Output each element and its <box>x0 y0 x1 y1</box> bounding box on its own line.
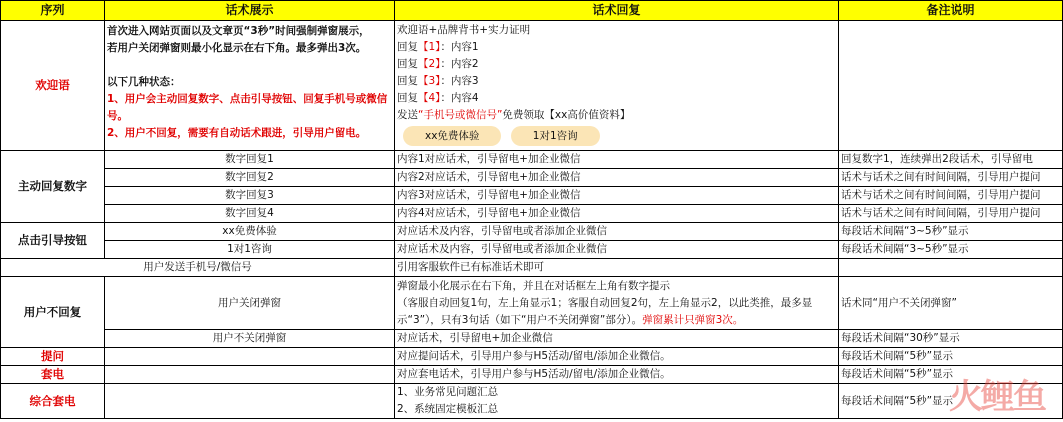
welcome-reply <box>395 21 839 151</box>
number-reply: 内容2对应话术，引导留电+加企业微信 <box>395 169 839 187</box>
number-row-2 <box>1 169 1063 187</box>
open-note: 每段话术间隔“30秒”显示 <box>839 330 1063 348</box>
open-reply: 对应话术，引导留电+加企业微信 <box>395 330 839 348</box>
number-show: 数字回复4 <box>105 205 395 223</box>
number-show: 数字回复3 <box>105 187 395 205</box>
number-reply: 内容1对应话术，引导留电+加企业微信 <box>395 151 839 169</box>
tao-reply: 对应套电话术，引导用户参与H5活动/留电/添加企业微信。 <box>395 366 839 384</box>
ask-note: 每段话术间隔“5秒”显示 <box>839 348 1063 366</box>
states-title: 以下几种状态： <box>107 76 181 88</box>
number-note: 话术与话术之间有时间间隔，引导用户提问 <box>839 205 1063 223</box>
free-trial-button[interactable]: xx免费体验 <box>403 126 501 146</box>
ask-reply: 对应提问话术，引导用户参与H5活动/留电/添加企业微信。 <box>395 348 839 366</box>
tao-show <box>105 366 395 384</box>
send-phone-row <box>1 259 1063 277</box>
number-row-3 <box>1 187 1063 205</box>
watermark-logo: 火鲤鱼 <box>949 377 1045 417</box>
number-note: 话术与话术之间有时间间隔，引导用户提问 <box>839 169 1063 187</box>
tao-row <box>1 366 1063 384</box>
no-reply-closed-row <box>1 277 1063 330</box>
category-combo: 综合套电 <box>1 384 105 419</box>
no-reply-open-row <box>1 330 1063 348</box>
intro-line-1: 首次进入网站页面以及文章页“3秒”时间强制弹窗展示， <box>107 25 370 37</box>
reply-option-3: 回复【3】：内容3 <box>397 75 479 87</box>
category-welcome: 欢迎语 <box>1 21 105 151</box>
reply-option-4: 回复【4】：内容4 <box>397 92 479 104</box>
number-show: 数字回复2 <box>105 169 395 187</box>
combo-note: 每段话术间隔“5秒”显示 <box>839 384 1063 419</box>
button-reply: 对应话术及内容，引导留电或者添加企业微信 <box>395 241 839 259</box>
button-row-2 <box>1 241 1063 259</box>
number-note: 话术与话术之间有时间间隔，引导用户提问 <box>839 187 1063 205</box>
header-note: 备注说明 <box>839 1 1063 21</box>
category-no-reply: 用户不回复 <box>1 277 105 348</box>
button-reply: 对应话术及内容，引导留电或者添加企业微信 <box>395 223 839 241</box>
send-phone-reply: 引用客服软件已有标准话术即可 <box>395 259 839 277</box>
closed-note: 话术同“用户不关闭弹窗” <box>839 277 1063 330</box>
intro-line-2: 若用户关闭弹窗则最小化显示在右下角。最多弹出3次。 <box>107 42 367 54</box>
button-show: 1对1咨询 <box>105 241 395 259</box>
number-row-1 <box>1 151 1063 169</box>
number-show: 数字回复1 <box>105 151 395 169</box>
tao-note: 每段话术间隔“5秒”显示 <box>839 366 1063 384</box>
welcome-note <box>839 21 1063 151</box>
category-ask: 提问 <box>1 348 105 366</box>
combo-reply: 1、业务常见问题汇总 2、系统固定模板汇总 <box>395 384 839 419</box>
header-index: 序列 <box>1 1 105 21</box>
header-show: 话术展示 <box>105 1 395 21</box>
button-note: 每段话术间隔“3~5秒”显示 <box>839 241 1063 259</box>
welcome-row <box>1 21 1063 151</box>
number-row-4 <box>1 205 1063 223</box>
ask-show <box>105 348 395 366</box>
send-phone-show: 用户发送手机号/微信号 <box>1 259 395 277</box>
reply-line-0: 欢迎语+品牌背书+实力证明 <box>397 24 531 36</box>
button-row-1 <box>1 223 1063 241</box>
header-row <box>1 1 1063 21</box>
button-show: xx免费体验 <box>105 223 395 241</box>
state-2: 2、用户不回复，需要有自动话术跟进，引导用户留电。 <box>107 127 367 139</box>
send-phone-note <box>839 259 1063 277</box>
welcome-intro <box>105 21 395 151</box>
state-1: 1、用户会主动回复数字、点击引导按钮、回复手机号或微信号。 <box>107 93 388 122</box>
reply-option-2: 回复【2】：内容2 <box>397 58 479 70</box>
combo-row <box>1 384 1063 419</box>
ask-row <box>1 348 1063 366</box>
send-line: 发送“手机号或微信号”免费领取【xx高价值资料】 <box>397 109 631 121</box>
number-reply: 内容4对应话术，引导留电+加企业微信 <box>395 205 839 223</box>
category-button: 点击引导按钮 <box>1 223 105 259</box>
reply-option-1: 回复【1】：内容1 <box>397 41 479 53</box>
category-number-reply: 主动回复数字 <box>1 151 105 223</box>
number-note: 回复数字1，连续弹出2段话术，引导留电 <box>839 151 1063 169</box>
category-tao: 套电 <box>1 366 105 384</box>
header-reply: 话术回复 <box>395 1 839 21</box>
open-show: 用户不关闭弹窗 <box>105 330 395 348</box>
closed-show: 用户关闭弹窗 <box>105 277 395 330</box>
number-reply: 内容3对应话术，引导留电+加企业微信 <box>395 187 839 205</box>
consult-button[interactable]: 1对1咨询 <box>511 126 600 146</box>
closed-reply: 弹窗最小化展示在右下角，并且在对话框左上角有数字提示 （客服自动回复1句，左上角显示1；客服自动回复2句，左上角显示2，以此类推，最多显 示“3”），只有3句话（如下“用户不关闭弹窗”部分）。弹窗累计只弹窗3次。 <box>395 277 839 330</box>
button-note: 每段话术间隔“3~5秒”显示 <box>839 223 1063 241</box>
combo-show <box>105 384 395 419</box>
